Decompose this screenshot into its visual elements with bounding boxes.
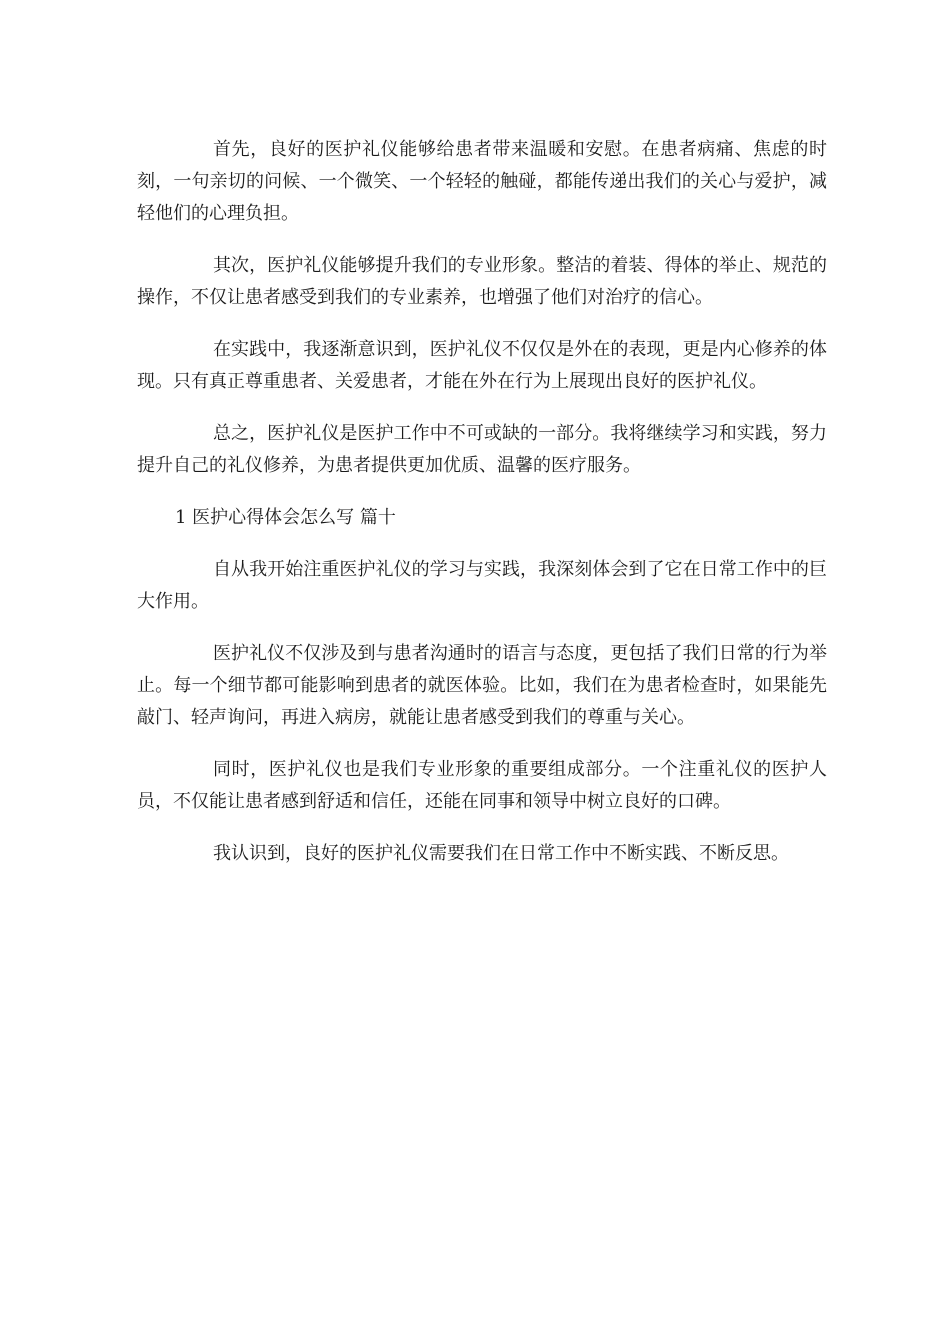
paragraph-8: 我认识到，良好的医护礼仪需要我们在日常工作中不断实践、不断反思。 (213, 843, 789, 864)
paragraph-7: 同时，医护礼仪也是我们专业形象的重要组成部分。一个注重礼仪的医护人员，不仅能让患者感到舒适和信任，还能在同事和领导中树立良好的口碑。 (137, 759, 827, 812)
paragraph-3: 在实践中，我逐渐意识到，医护礼仪不仅仅是外在的表现，更是内心修养的体现。只有真正尊重患者、关爱患者，才能在外在行为上展现出良好的医护礼仪。 (137, 339, 827, 392)
paragraph-4: 总之，医护礼仪是医护工作中不可或缺的一部分。我将继续学习和实践，努力提升自己的礼仪修养，为患者提供更加优质、温馨的医疗服务。 (137, 423, 827, 476)
paragraph-1: 首先，良好的医护礼仪能够给患者带来温暖和安慰。在患者病痛、焦虑的时刻，一句亲切的问候、一个微笑、一个轻轻的触碰，都能传递出我们的关心与爱护，减轻他们的心理负担。 (137, 139, 827, 224)
section-heading: 1 医护心得体会怎么写 篇十 (175, 507, 396, 528)
paragraph-5: 自从我开始注重医护礼仪的学习与实践，我深刻体会到了它在日常工作中的巨大作用。 (137, 559, 827, 612)
paragraph-6: 医护礼仪不仅涉及到与患者沟通时的语言与态度，更包括了我们日常的行为举止。每一个细节都可能影响到患者的就医体验。比如，我们在为患者检查时，如果能先敲门、轻声询问，再进入病房，就能让患者感受到我们的尊重与关心。 (137, 643, 827, 728)
document-body (137, 134, 827, 890)
paragraph-2: 其次，医护礼仪能够提升我们的专业形象。整洁的着装、得体的举止、规范的操作，不仅让患者感受到我们的专业素养，也增强了他们对治疗的信心。 (137, 255, 827, 308)
